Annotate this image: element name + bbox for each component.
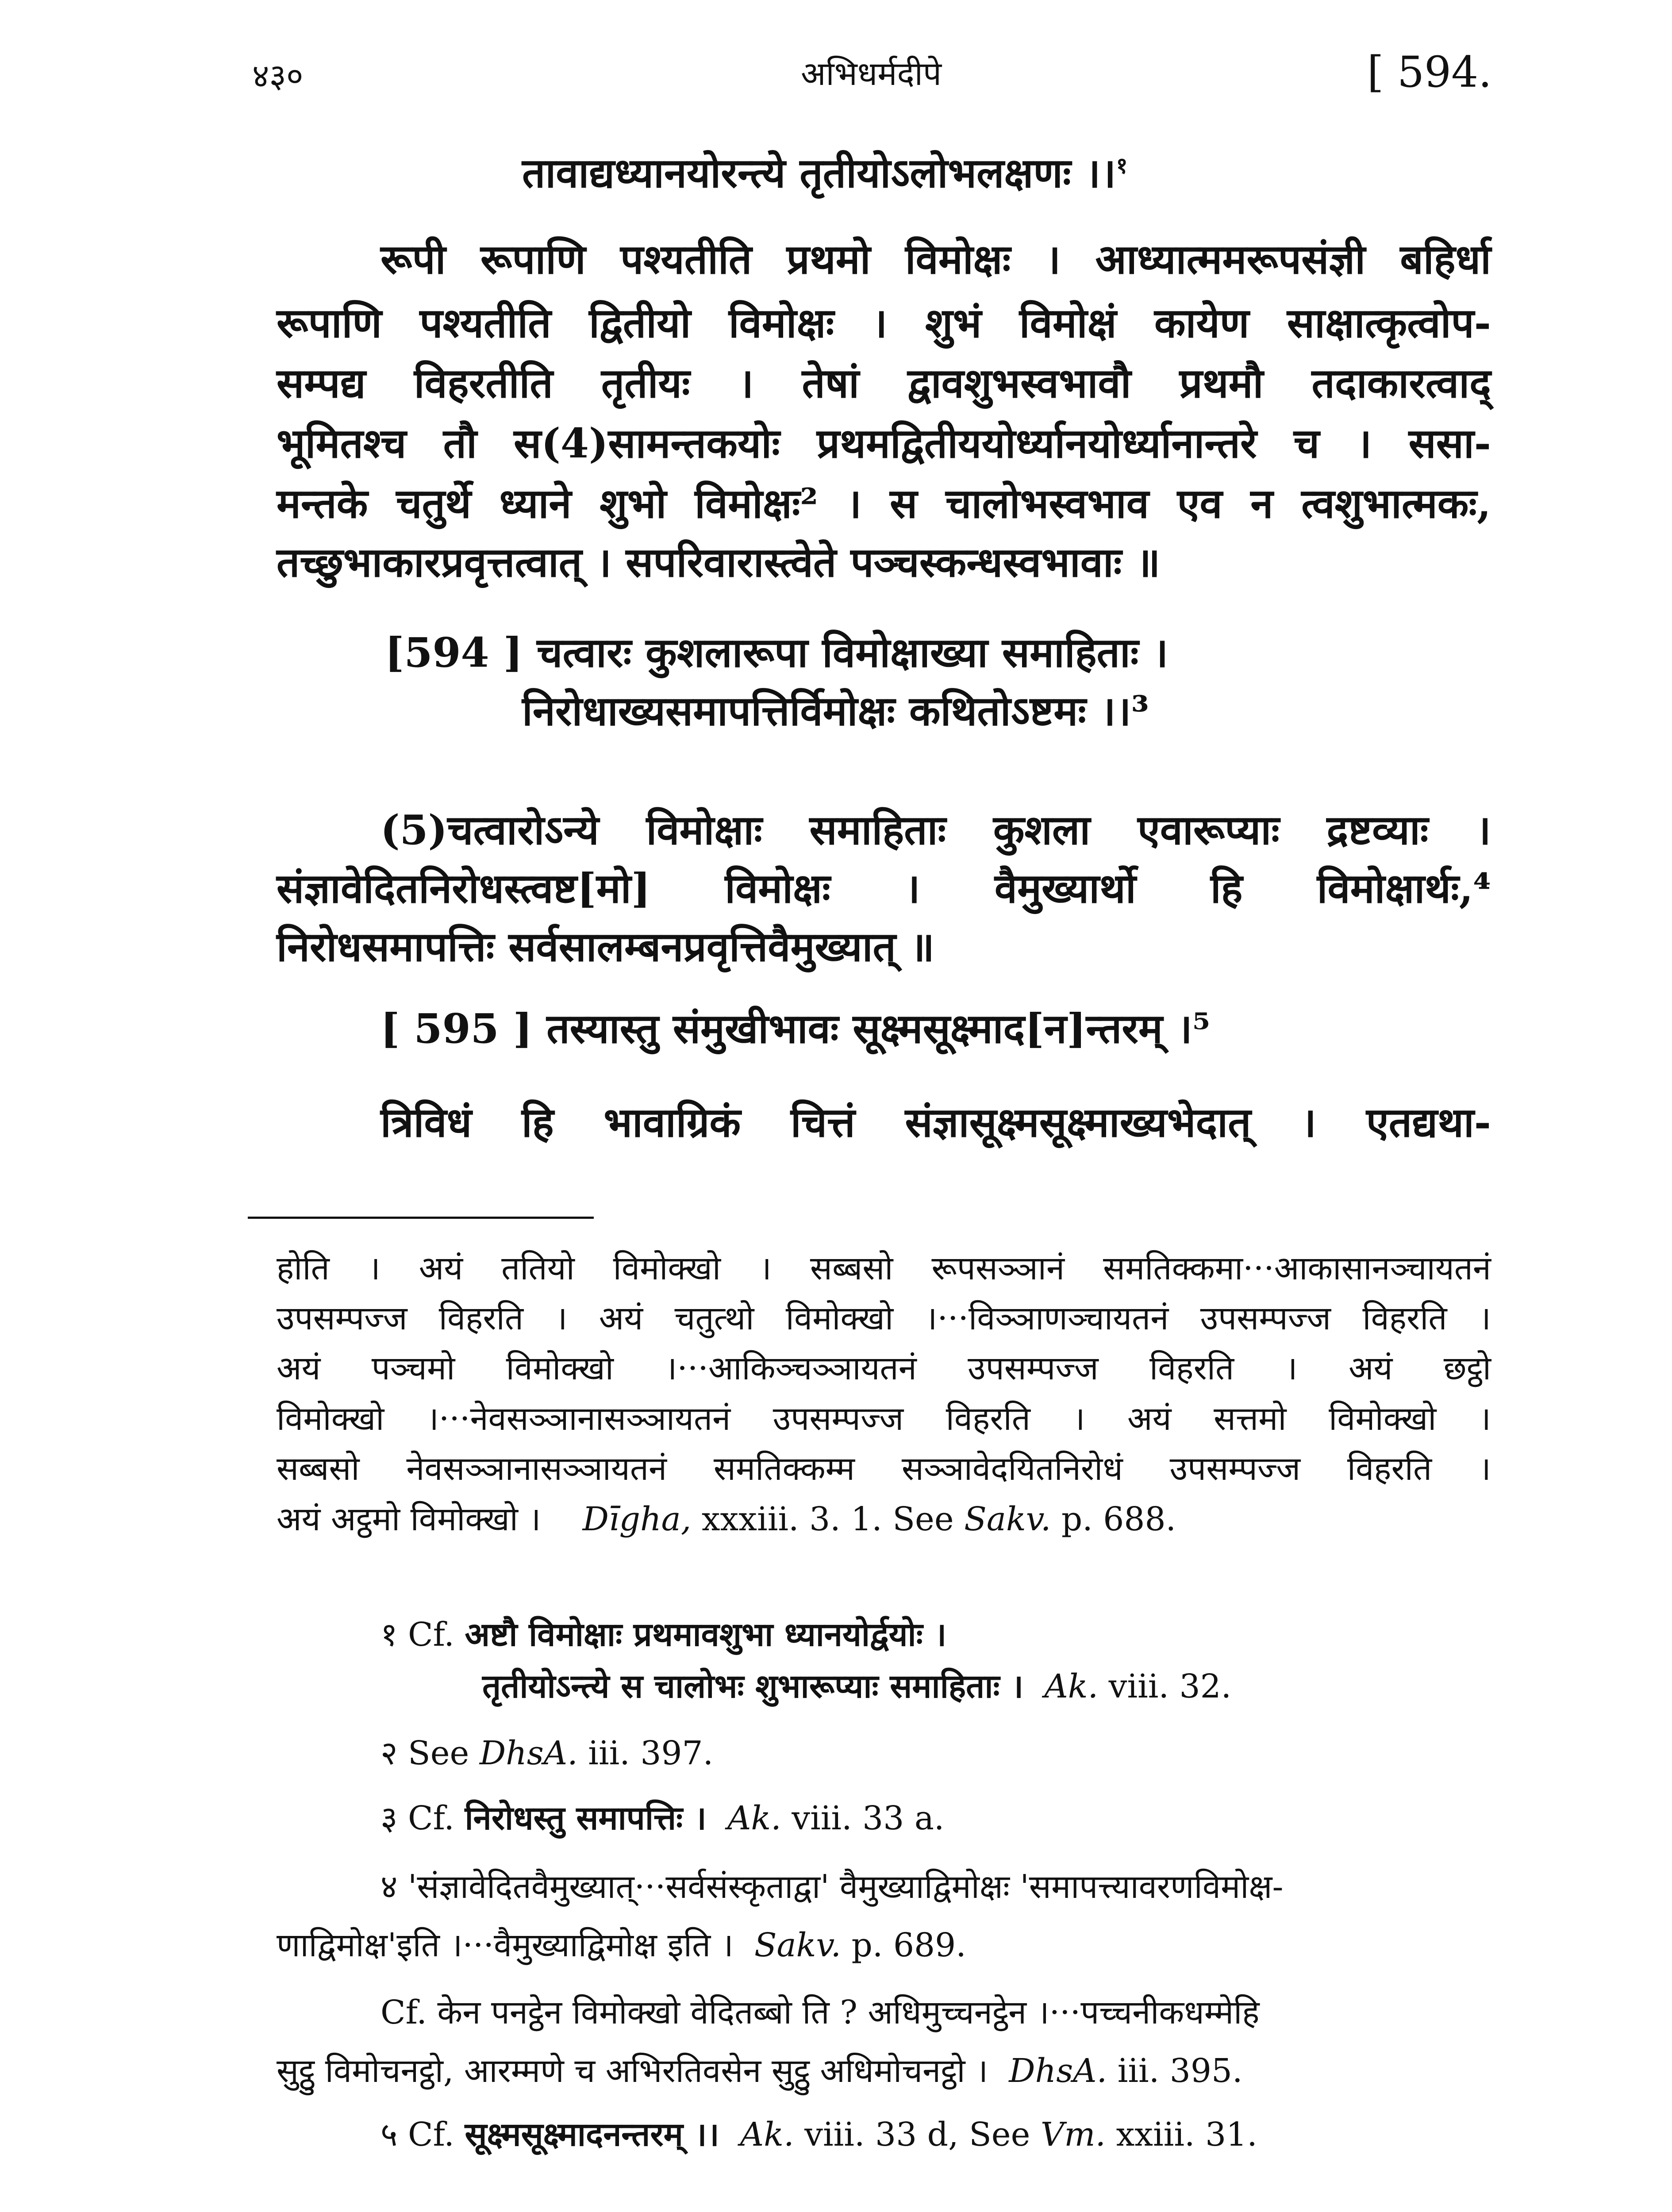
footnote-2 bbox=[381, 1734, 714, 1772]
text-line: संज्ञावेदितनिरोधस्त्वष्ट[मो] विमोक्षः । वैमुख्यार्थो हि विमोक्षार्थः,⁴ bbox=[277, 864, 1491, 912]
footnote-4-line2 bbox=[277, 1926, 966, 1964]
section-ref: [ 594. bbox=[1367, 47, 1492, 97]
footnote-text: अष्टौ विमोक्षाः प्रथमावशुभा ध्यानयोर्द्वयोः । bbox=[465, 1616, 947, 1654]
citation-source: DhsA. bbox=[1009, 2052, 1107, 2090]
footnote-text: सूक्ष्मसूक्ष्मादनन्तरम् ।। bbox=[465, 2116, 719, 2154]
text-line: तच्छुभाकारप्रवृत्तत्वात् । सपरिवारास्त्वेते पञ्चस्कन्धस्वभावाः ॥ bbox=[277, 538, 1161, 586]
citation-source: Dīgha, bbox=[582, 1500, 692, 1538]
footnote-text: सुट्ठु विमोचनट्ठो, आरम्मणे च अभिरतिवसेन सुट्ठु अधिमोचनट्ठो । bbox=[277, 2052, 988, 2090]
citation-source: Ak. bbox=[727, 1799, 781, 1837]
text-line: (5)चत्वारोऽन्ये विमोक्षाः समाहिताः कुशला एवारूप्याः द्रष्टव्याः । bbox=[381, 806, 1491, 854]
footnote-text: तृतीयोऽन्त्ये स चालोभः शुभारूप्याः समाहिताः । bbox=[482, 1667, 1024, 1705]
cf-label: Cf. bbox=[408, 1616, 454, 1654]
citation: xxxiii. 3. 1. See bbox=[701, 1500, 954, 1538]
footnote-line: सब्बसो नेवसञ्ञानासञ्ञायतनं समतिक्कम्म सञ्ञावेदयितनिरोधं उपसम्पज्ज विहरति । bbox=[277, 1450, 1491, 1488]
footnote-mark: १ bbox=[381, 1616, 398, 1654]
running-title: अभिधर्मदीपे bbox=[801, 55, 942, 93]
text-line: भूमितश्च तौ स(4)सामन्तकयोः प्रथमद्वितीययोर्ध्यानयोर्ध्यानान्तरे च । ससा- bbox=[277, 419, 1491, 467]
footnote-text: अयं अट्ठमो विमोक्खो । bbox=[277, 1500, 541, 1538]
footnote-4b-line2 bbox=[277, 2052, 1243, 2090]
footnote-mark: ३ bbox=[381, 1799, 398, 1837]
cf-label: Cf. bbox=[408, 2116, 454, 2154]
citation: p. 688. bbox=[1061, 1500, 1176, 1538]
text-line: रूपी रूपाणि पश्यतीति प्रथमो विमोक्षः । आध्यात्ममरूपसंज्ञी बहिर्धा bbox=[381, 235, 1491, 283]
footnote-line: उपसम्पज्ज विहरति । अयं चतुत्थो विमोक्खो ।···विञ्ञाणञ्चायतनं उपसम्पज्ज विहरति । bbox=[277, 1299, 1491, 1337]
footnote-line: विमोक्खो ।···नेवसञ्ञानासञ्ञायतनं उपसम्पज्ज विहरति । अयं सत्तमो विमोक्खो । bbox=[277, 1400, 1491, 1438]
citation: iii. 397. bbox=[588, 1734, 714, 1772]
footnote-line bbox=[277, 1500, 1176, 1538]
footnote-3 bbox=[381, 1799, 945, 1837]
footnote-text: 'संज्ञावेदितवैमुख्यात्···सर्वसंस्कृताद्वा' वैमुख्याद्विमोक्षः 'समापत्त्यावरणविमोक्ष- bbox=[408, 1868, 1284, 1906]
citation-source: DhsA. bbox=[479, 1734, 578, 1772]
footnote-5 bbox=[381, 2116, 1257, 2154]
verse-595: [ 595 ] तस्यास्तु संमुखीभावः सूक्ष्मसूक्ष्माद[न]न्तरम् ।⁵ bbox=[381, 1005, 1211, 1052]
citation-source: Ak. bbox=[1044, 1667, 1099, 1705]
text-line: निरोधसमापत्तिः सर्वसालम्बनप्रवृत्तिवैमुख्यात् ॥ bbox=[277, 923, 935, 971]
see-label: See bbox=[408, 1734, 469, 1772]
footnote-text: णाद्विमोक्ष'इति ।···वैमुख्याद्विमोक्ष इति । bbox=[277, 1926, 734, 1964]
citation: viii. 33 d, See bbox=[804, 2116, 1030, 2154]
citation-source: Sakv. bbox=[964, 1500, 1051, 1538]
citation-source: Sakv. bbox=[754, 1926, 842, 1964]
verse-top bbox=[522, 149, 1128, 197]
footnote-text: निरोधस्तु समापत्तिः । bbox=[465, 1799, 707, 1837]
text-line: रूपाणि पश्यतीति द्वितीयो विमोक्षः । शुभं विमोक्षं कायेण साक्षात्कृत्वोप- bbox=[277, 299, 1491, 347]
verse-line: [594 ] चत्वारः कुशलारूपा विमोक्षाख्या समाहिताः । bbox=[385, 629, 1168, 676]
footnote-1-line2 bbox=[482, 1667, 1232, 1705]
citation-source: Vm. bbox=[1040, 2116, 1106, 2154]
citation: iii. 395. bbox=[1117, 2052, 1243, 2090]
footnote-line: अयं पञ्चमो विमोक्खो ।···आकिञ्चञ्ञायतनं उपसम्पज्ज विहरति । अयं छट्ठो bbox=[277, 1349, 1491, 1387]
citation: viii. 33 a. bbox=[792, 1799, 945, 1837]
footnote-line: होति । अयं ततियो विमोक्खो । सब्बसो रूपसञ्ञानं समतिक्कमा···आकासानञ्चायतनं bbox=[277, 1249, 1491, 1287]
text-line: मन्तके चतुर्थे ध्याने शुभो विमोक्षः² । स चालोभस्वभाव एव न त्वशुभात्मकः, bbox=[277, 480, 1491, 527]
footnote-4b: Cf. केन पनट्ठेन विमोक्खो वेदितब्बो ति ? अधिमुच्चनट्ठेन ।···पच्चनीकधम्मेहि bbox=[381, 1993, 1260, 2032]
cf-label: Cf. bbox=[408, 1799, 454, 1837]
verse-line: निरोधाख्यसमापत्तिर्विमोक्षः कथितोऽष्टमः ।।³ bbox=[522, 687, 1149, 735]
citation: viii. 32. bbox=[1108, 1667, 1232, 1705]
footnote-mark: २ bbox=[381, 1734, 398, 1772]
footnote-mark: १ bbox=[1116, 152, 1128, 179]
footnote-mark: ५ bbox=[381, 2116, 398, 2154]
page-number: ४३० bbox=[252, 57, 304, 95]
footnote-4 bbox=[381, 1868, 1284, 1906]
verse-text: तावाद्यध्यानयोरन्त्ये तृतीयोऽलोभलक्षणः ।। bbox=[522, 149, 1116, 197]
citation: p. 689. bbox=[851, 1926, 966, 1964]
paragraph-3: त्रिविधं हि भावाग्रिकं चित्तं संज्ञासूक्ष्मसूक्ष्माख्यभेदात् । एतद्यथा- bbox=[381, 1098, 1491, 1146]
footnote-divider bbox=[248, 1217, 594, 1219]
citation: xxiii. 31. bbox=[1116, 2116, 1257, 2154]
footnote-1 bbox=[381, 1616, 947, 1654]
footnote-mark: ४ bbox=[381, 1868, 398, 1906]
text-line: सम्पद्य विहरतीति तृतीयः । तेषां द्वावशुभस्वभावौ प्रथमौ तदाकारत्वाद् bbox=[277, 359, 1491, 407]
citation-source: Ak. bbox=[740, 2116, 794, 2154]
